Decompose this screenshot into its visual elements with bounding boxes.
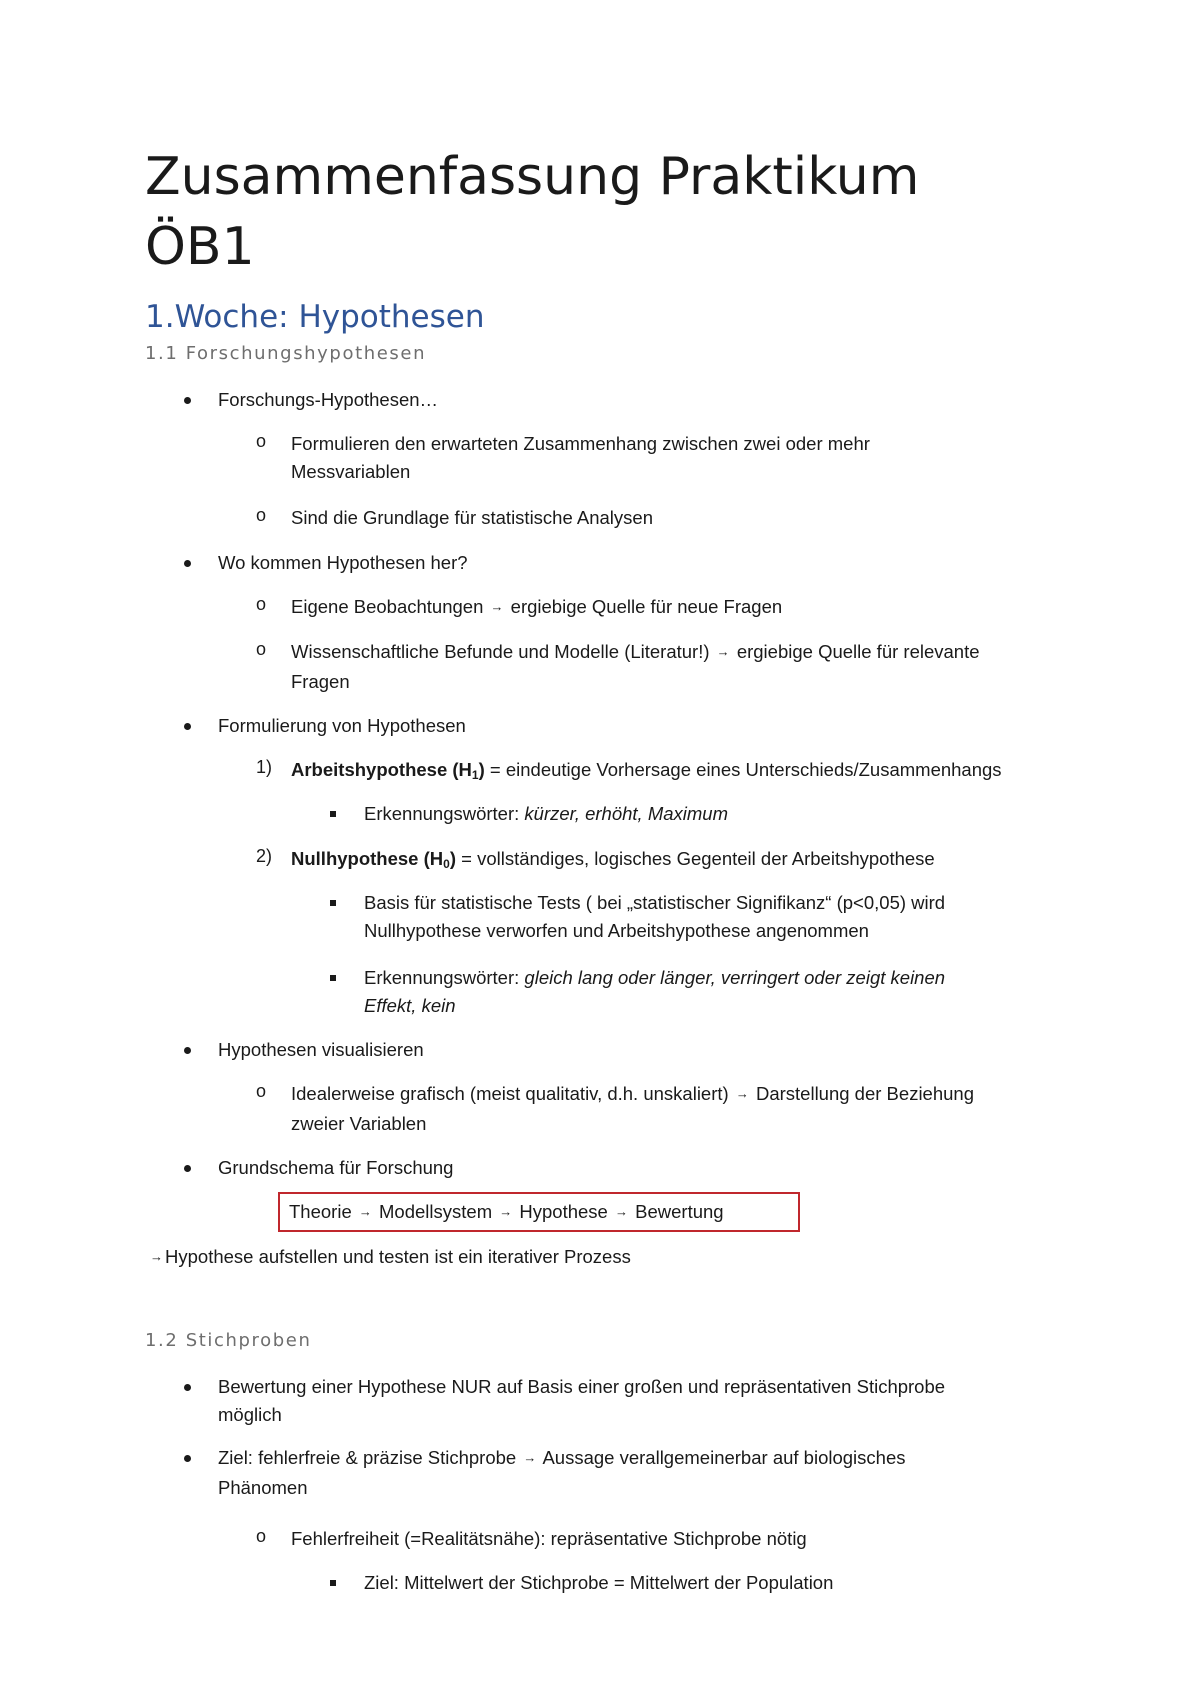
- basis-statistische-tests: Basis für statistische Tests ( bei „statistischer Signifikanz“ (p<0,05) wird Nullhypothese verworfen und Arbeitshypothese angenommen: [364, 892, 946, 941]
- sub-bullet-grundlage: Sind die Grundlage für statistische Analysen: [291, 507, 653, 528]
- square-bullet-icon: [330, 900, 336, 906]
- sub-bullet-line: Messvariablen: [291, 461, 411, 482]
- arrow-right-icon: →: [523, 1450, 537, 1465]
- arrow-right-icon: →: [735, 1086, 749, 1101]
- bullet-dot: [184, 1455, 191, 1462]
- bullet-grundschema: Grundschema für Forschung: [218, 1157, 454, 1178]
- nullhypothese-definition: Nullhypothese $(H_0)$ = vollständiges, logisches Gegenteil der Arbeitshypothese: [291, 848, 935, 871]
- square-bullet-icon: [330, 975, 336, 981]
- circle-bullet-icon: o: [256, 1526, 267, 1546]
- document-title: [145, 142, 919, 282]
- arrow-right-icon: →: [499, 1204, 513, 1219]
- sub-bullet-grafisch: Idealerweise grafisch (meist qualitativ, d.h. unskaliert) → Darstellung der Beziehung zweier Variablen: [291, 1080, 974, 1138]
- erkennungswoerter-h0: Erkennungswörter: gleich lang oder länger, verringert oder zeigt keinen Effekt, kein: [364, 967, 946, 1016]
- title-line-2: ÖB1: [145, 217, 255, 277]
- subheading-forschungshypothesen: 1.1 Forschungshypothesen: [145, 343, 427, 364]
- arrow-right-icon: →: [614, 1204, 628, 1219]
- schema-step: Modellsystem: [379, 1201, 493, 1222]
- bullet-formulierung: Formulierung von Hypothesen: [218, 715, 466, 736]
- bullet-dot: [184, 560, 191, 567]
- bullet-dot: [184, 723, 191, 730]
- arrow-right-icon: →: [150, 1249, 163, 1264]
- bullet-wo-kommen: Wo kommen Hypothesen her?: [218, 552, 468, 573]
- arrow-right-icon: →: [358, 1204, 372, 1219]
- bullet-ziel: Ziel: fehlerfreie & präzise Stichprobe → Aussage verallgemeinerbar auf biologisches Phänomen: [218, 1444, 906, 1502]
- number-marker-1: 1): [256, 757, 273, 777]
- arrow-right-icon: →: [716, 644, 730, 659]
- circle-bullet-icon: o: [256, 594, 267, 614]
- bullet-hypothesen-visualisieren: Hypothesen visualisieren: [218, 1039, 424, 1060]
- bullet-dot: [184, 397, 191, 404]
- schema-step: Bewertung: [635, 1201, 724, 1222]
- square-bullet-icon: [330, 1580, 336, 1586]
- erkennungswoerter-h1: Erkennungswörter: kürzer, erhöht, Maximum: [364, 803, 728, 824]
- schema-flow: [289, 1198, 724, 1228]
- bullet-bewertung: Bewertung einer Hypothese NUR auf Basis einer großen und repräsentativen Stichprobe möglich: [218, 1376, 946, 1425]
- ziel-mittelwert: Ziel: Mittelwert der Stichprobe = Mittelwert der Population: [364, 1572, 834, 1593]
- bullet-dot: [184, 1384, 191, 1391]
- sub-bullet-wissenschaftliche-befunde: Wissenschaftliche Befunde und Modelle (Literatur!) → ergiebige Quelle für relevante Fragen: [291, 638, 980, 696]
- circle-bullet-icon: o: [256, 639, 267, 659]
- arbeitshypothese-definition: Arbeitshypothese $(H_1)$ = eindeutige Vorhersage eines Unterschieds/Zusammenhangs: [291, 759, 1002, 782]
- number-marker-2: 2): [256, 846, 273, 866]
- square-bullet-icon: [330, 811, 336, 817]
- circle-bullet-icon: o: [256, 431, 267, 451]
- sub-bullet-line: Formulieren den erwarteten Zusammenhang zwischen zwei oder mehr: [291, 433, 870, 454]
- circle-bullet-icon: o: [256, 1081, 267, 1101]
- arrow-right-icon: →: [490, 599, 504, 614]
- title-line-1: Zusammenfassung Praktikum: [145, 147, 920, 207]
- schema-step: Theorie: [289, 1201, 352, 1222]
- bullet-dot: [184, 1047, 191, 1054]
- bullet-forschungs-hypothesen: Forschungs-Hypothesen…: [218, 389, 439, 410]
- section-heading-week1: 1.Woche: Hypothesen: [145, 299, 485, 335]
- bullet-dot: [184, 1165, 191, 1172]
- sub-bullet-fehlerfreiheit: Fehlerfreiheit (=Realitätsnähe): repräsentative Stichprobe nötig: [291, 1528, 807, 1549]
- subheading-stichproben: 1.2 Stichproben: [145, 1330, 312, 1351]
- sub-bullet-formulieren: [291, 430, 870, 486]
- sub-bullet-eigene-beobachtungen: Eigene Beobachtungen → ergiebige Quelle für neue Fragen: [291, 593, 782, 623]
- circle-bullet-icon: o: [256, 505, 267, 525]
- iterative-process-note: → Hypothese aufstellen und testen ist ein iterativer Prozess: [148, 1243, 631, 1273]
- schema-step: Hypothese: [519, 1201, 608, 1222]
